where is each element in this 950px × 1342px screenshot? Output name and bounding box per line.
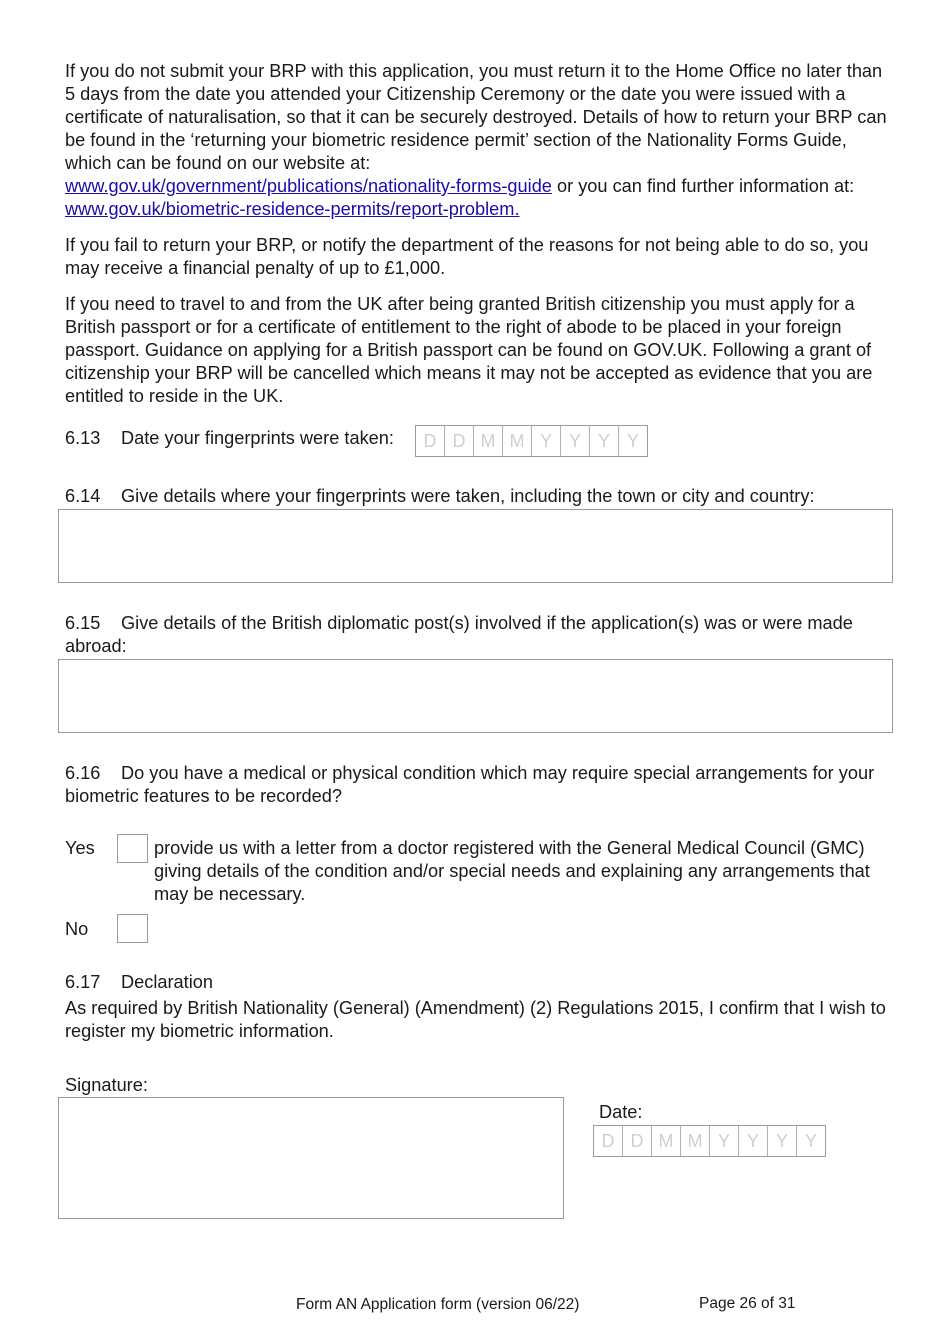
signature-date-input[interactable] [593, 1125, 826, 1157]
date-label: Date: [599, 1102, 643, 1122]
yes-instructions: provide us with a letter from a doctor registered with the General Medical Council (GMC) giving details of the condition and/or special needs and explaining any arrangements that may be necessary. [154, 838, 870, 904]
report-problem-link[interactable]: www.gov.uk/biometric-residence-permits/report-problem. [65, 199, 520, 219]
question-number: 6.13 [65, 428, 101, 448]
question-number: 6.17 [65, 972, 101, 992]
date-cell[interactable]: D [445, 426, 474, 456]
question-6-13 [65, 427, 394, 450]
diplomatic-post-field[interactable] [58, 659, 893, 733]
no-label: No [65, 919, 89, 939]
question-text: Declaration [121, 972, 213, 992]
question-6-17 [65, 971, 213, 994]
date-cell[interactable]: Y [804, 1130, 817, 1151]
date-cell[interactable]: M [503, 426, 532, 456]
question-number: 6.15 [65, 613, 101, 633]
date-cell[interactable]: M [474, 426, 503, 456]
question-text: Date your fingerprints were taken: [121, 428, 394, 448]
brp-return-paragraph [65, 60, 887, 221]
date-cell[interactable]: M [681, 1126, 710, 1156]
fingerprint-date-input[interactable] [415, 425, 648, 457]
date-cell[interactable]: Y [768, 1126, 797, 1156]
date-cell[interactable]: Y [710, 1126, 739, 1156]
signature-label: Signature: [65, 1075, 148, 1095]
question-text: Give details where your fingerprints were taken, including the town or city and country: [121, 486, 815, 506]
question-text: Give details of the British diplomatic post(s) involved if the application(s) was or were made abroad: [65, 613, 853, 656]
footer-form-name: Form AN Application form (version 06/22) [296, 1296, 580, 1313]
question-6-15 [65, 612, 887, 658]
yes-label: Yes [65, 838, 95, 858]
penalty-paragraph: If you fail to return your BRP, or notify the department of the reasons for not being able to do so, you may receive a financial penalty of up to £1,000. [65, 235, 869, 278]
date-cell[interactable]: D [416, 426, 445, 456]
yes-checkbox[interactable] [117, 834, 148, 863]
question-text: Do you have a medical or physical condition which may require special arrangements for your biometric features to be recorded? [65, 763, 875, 806]
date-cell[interactable]: M [652, 1126, 681, 1156]
date-cell[interactable]: D [594, 1126, 623, 1156]
signature-field[interactable] [58, 1097, 564, 1219]
question-6-14 [65, 485, 887, 508]
brp-return-text-1: If you do not submit your BRP with this application, you must return it to the Home Office no later than 5 days from the date you attended your Citizenship Ceremony or the date you were issued with a certificate of naturalisation, so that it can be securely destroyed. Details of how to return your BRP can be found in the ‘returning your biometric residence permit’ section of the Nationality Forms Guide, which can be found on our website at: [65, 61, 887, 173]
date-cell[interactable]: Y [590, 426, 619, 456]
footer-page-number: Page 26 of 31 [699, 1295, 796, 1312]
travel-paragraph: If you need to travel to and from the UK after being granted British citizenship you must apply for a British passport or for a certificate of entitlement to the right of abode to be placed in your foreign passport. Guidance on applying for a British passport can be found on GOV.UK. Following a grant of citizenship your BRP will be cancelled which means it may not be accepted as evidence that you are entitled to reside in the UK. [65, 294, 873, 406]
question-number: 6.14 [65, 486, 101, 506]
brp-return-text-2: or you can find further information at: [551, 176, 855, 196]
date-cell[interactable]: Y [626, 430, 639, 451]
declaration-text: As required by British Nationality (General) (Amendment) (2) Regulations 2015, I confirm that I wish to register my biometric information. [65, 998, 886, 1041]
date-cell[interactable]: Y [739, 1126, 768, 1156]
question-number: 6.16 [65, 763, 101, 783]
no-checkbox[interactable] [117, 914, 148, 943]
date-cell[interactable]: Y [561, 426, 590, 456]
date-cell[interactable]: D [623, 1126, 652, 1156]
date-cell[interactable]: Y [532, 426, 561, 456]
question-6-16 [65, 762, 887, 808]
nationality-forms-guide-link[interactable]: www.gov.uk/government/publications/nationality-forms-guide [65, 176, 552, 196]
fingerprint-location-field[interactable] [58, 509, 893, 583]
